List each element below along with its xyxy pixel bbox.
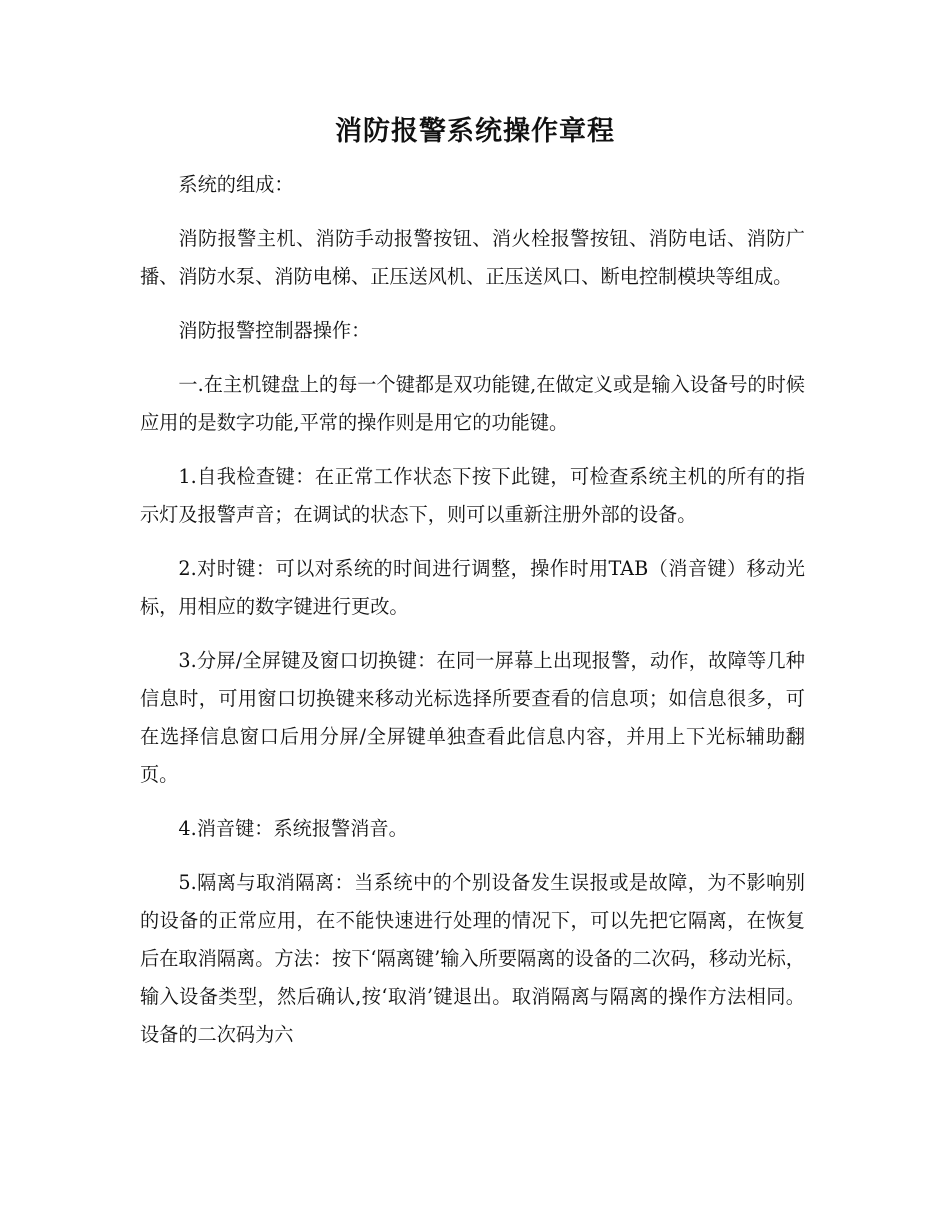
paragraph-controller-operation-heading: 消防报警控制器操作：: [178, 319, 371, 342]
paragraph-keyboard-dual-function: 一.在主机键盘上的每一个键都是双功能键,在做定义或是输入设备号的时候应用的是数字功能,平常的操作则是用它的功能键。: [140, 373, 805, 434]
paragraph-split-screen-key: 3.分屏/全屏键及窗口切换键：在同一屏幕上出现报警，动作，故障等几种信息时，可用窗口切换键来移动光标选择所要查看的信息项；如信息很多，可在选择信息窗口后用分屏/全屏键单独查看此信息内容，并用上下光标辅助翻页。: [140, 649, 805, 786]
paragraph-self-check-key: 1.自我检查键：在正常工作状态下按下此键，可检查系统主机的所有的指示灯及报警声音；在调试的状态下，则可以重新注册外部的设备。: [140, 465, 805, 526]
document-body: [140, 166, 805, 1070]
paragraph-mute-key: 4.消音键：系统报警消音。: [178, 817, 408, 840]
paragraph-system-components: 消防报警主机、消防手动报警按钮、消火栓报警按钮、消防电话、消防广播、消防水泵、消防电梯、正压送风机、正压送风口、断电控制模块等组成。: [140, 227, 805, 288]
paragraph-isolation: 5.隔离与取消隔离：当系统中的个别设备发生误报或是故障，为不影响别的设备的正常应用，在不能快速进行处理的情况下，可以先把它隔离，在恢复后在取消隔离。方法：按下‘隔离键’输入所要隔离的设备的二次码，移动光标，输入设备类型，然后确认,按‘取消’键退出。取消隔离与隔离的操作方法相同。设备的二次码为六: [140, 871, 805, 1046]
document-title: 消防报警系统操作章程: [335, 116, 615, 147]
paragraph-system-composition-heading: 系统的组成：: [178, 173, 294, 196]
paragraph-time-setting-key: 2.对时键：可以对系统的时间进行调整，操作时用TAB（消音键）移动光标，用相应的数字键进行更改。: [140, 557, 805, 618]
